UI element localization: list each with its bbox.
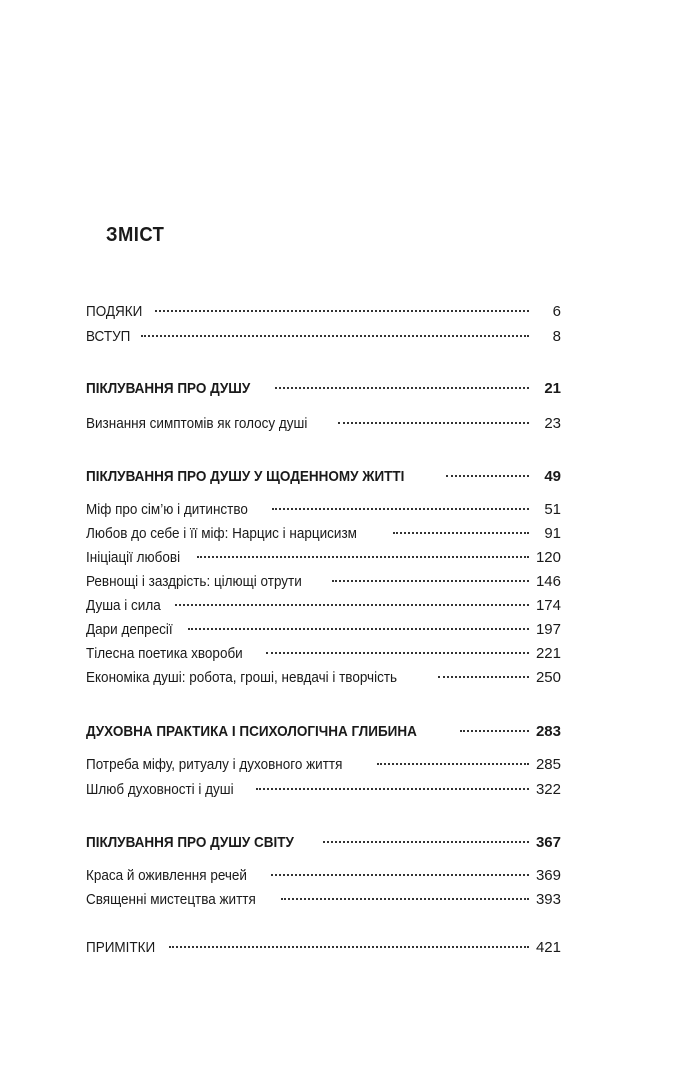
toc-entry-title: Ініціації любові [86, 549, 181, 566]
toc-page-number: 367 [535, 834, 561, 851]
dot-leader [266, 652, 529, 654]
toc-page-number: 285 [535, 756, 561, 773]
dot-leader [197, 556, 529, 558]
toc-page-number: 23 [544, 415, 561, 432]
dot-leader [188, 628, 529, 630]
toc-entry-title: Дари депресії [86, 621, 173, 638]
toc-entry [86, 547, 561, 569]
toc-entry-title: ПІКЛУВАННЯ ПРО ДУШУ СВІТУ [86, 834, 294, 851]
toc-entry-title: Визнання симптомів як голосу душі [86, 415, 308, 432]
toc-entry [86, 326, 561, 348]
toc-entry [86, 754, 561, 776]
toc-entry-title: ПІКЛУВАННЯ ПРО ДУШУ [86, 380, 251, 397]
toc-section [86, 466, 561, 488]
toc-page-number: 421 [535, 939, 561, 956]
toc-entry-title: Ревнощі і заздрість: цілющі отрути [86, 573, 302, 590]
dot-leader [393, 532, 529, 534]
toc-entry [86, 523, 561, 545]
toc-entry-title: Краса й оживлення речей [86, 867, 247, 884]
toc-entry [86, 937, 561, 959]
toc-page-number: 49 [544, 468, 561, 485]
toc-entry [86, 779, 561, 801]
toc-section [86, 378, 561, 400]
toc-entry-title: Душа і сила [86, 597, 161, 614]
dot-leader [281, 898, 529, 900]
dot-leader [141, 335, 529, 337]
toc-entry-title: ВСТУП [86, 328, 131, 345]
dot-leader [446, 475, 529, 477]
toc-entry-title: ДУХОВНА ПРАКТИКА І ПСИХОЛОГІЧНА ГЛИБИНА [86, 723, 417, 740]
dot-leader [256, 788, 529, 790]
toc-entry-title: Тілесна поетика хвороби [86, 645, 243, 662]
toc-entry-title: Економіка душі: робота, гроші, невдачі і творчість [86, 669, 398, 686]
toc-page-number: 8 [552, 328, 561, 345]
dot-leader [275, 387, 529, 389]
toc-entry-title: Міф про сім’ю і дитинство [86, 501, 248, 518]
toc-title: ЗМІСТ [106, 224, 165, 246]
toc-entry [86, 889, 561, 911]
dot-leader [169, 946, 529, 948]
dot-leader [272, 508, 529, 510]
toc-entry [86, 499, 561, 521]
toc-entry [86, 301, 561, 323]
toc-entry-title: ПІКЛУВАННЯ ПРО ДУШУ У ЩОДЕННОМУ ЖИТТІ [86, 468, 405, 485]
dot-leader [323, 841, 529, 843]
toc-entry [86, 667, 561, 689]
toc-page-number: 283 [535, 723, 561, 740]
dot-leader [438, 676, 529, 678]
toc-page-number: 6 [552, 303, 561, 320]
dot-leader [338, 422, 529, 424]
toc-entry [86, 643, 561, 665]
toc-page-number: 322 [535, 781, 561, 798]
toc-entry-title: ПОДЯКИ [86, 303, 143, 320]
dot-leader [377, 763, 529, 765]
toc-entry [86, 619, 561, 641]
toc-section [86, 832, 561, 854]
toc-entry-title: Священні мистецтва життя [86, 891, 256, 908]
dot-leader [460, 730, 529, 732]
toc-page-number: 174 [535, 597, 561, 614]
toc-page-number: 146 [535, 573, 561, 590]
toc-entry-title: ПРИМІТКИ [86, 939, 156, 956]
toc-page-number: 21 [544, 380, 561, 397]
toc-entry [86, 865, 561, 887]
toc-page-number: 51 [544, 501, 561, 518]
toc-entry [86, 413, 561, 435]
toc-entry-title: Потреба міфу, ритуалу і духовного життя [86, 756, 343, 773]
toc-page-number: 120 [535, 549, 561, 566]
toc-entry [86, 571, 561, 593]
toc-page-number: 250 [535, 669, 561, 686]
toc-page-number: 91 [544, 525, 561, 542]
dot-leader [155, 310, 529, 312]
toc-entry [86, 595, 561, 617]
toc-page-number: 369 [535, 867, 561, 884]
dot-leader [271, 874, 529, 876]
toc-entry-title: Шлюб духовності і душі [86, 781, 234, 798]
toc-entry-title: Любов до себе і її міф: Нарцис і нарцисизм [86, 525, 357, 542]
toc-page-number: 197 [535, 621, 561, 638]
toc-section [86, 721, 561, 743]
dot-leader [175, 604, 529, 606]
toc-page-number: 221 [535, 645, 561, 662]
toc-page-number: 393 [535, 891, 561, 908]
dot-leader [332, 580, 529, 582]
